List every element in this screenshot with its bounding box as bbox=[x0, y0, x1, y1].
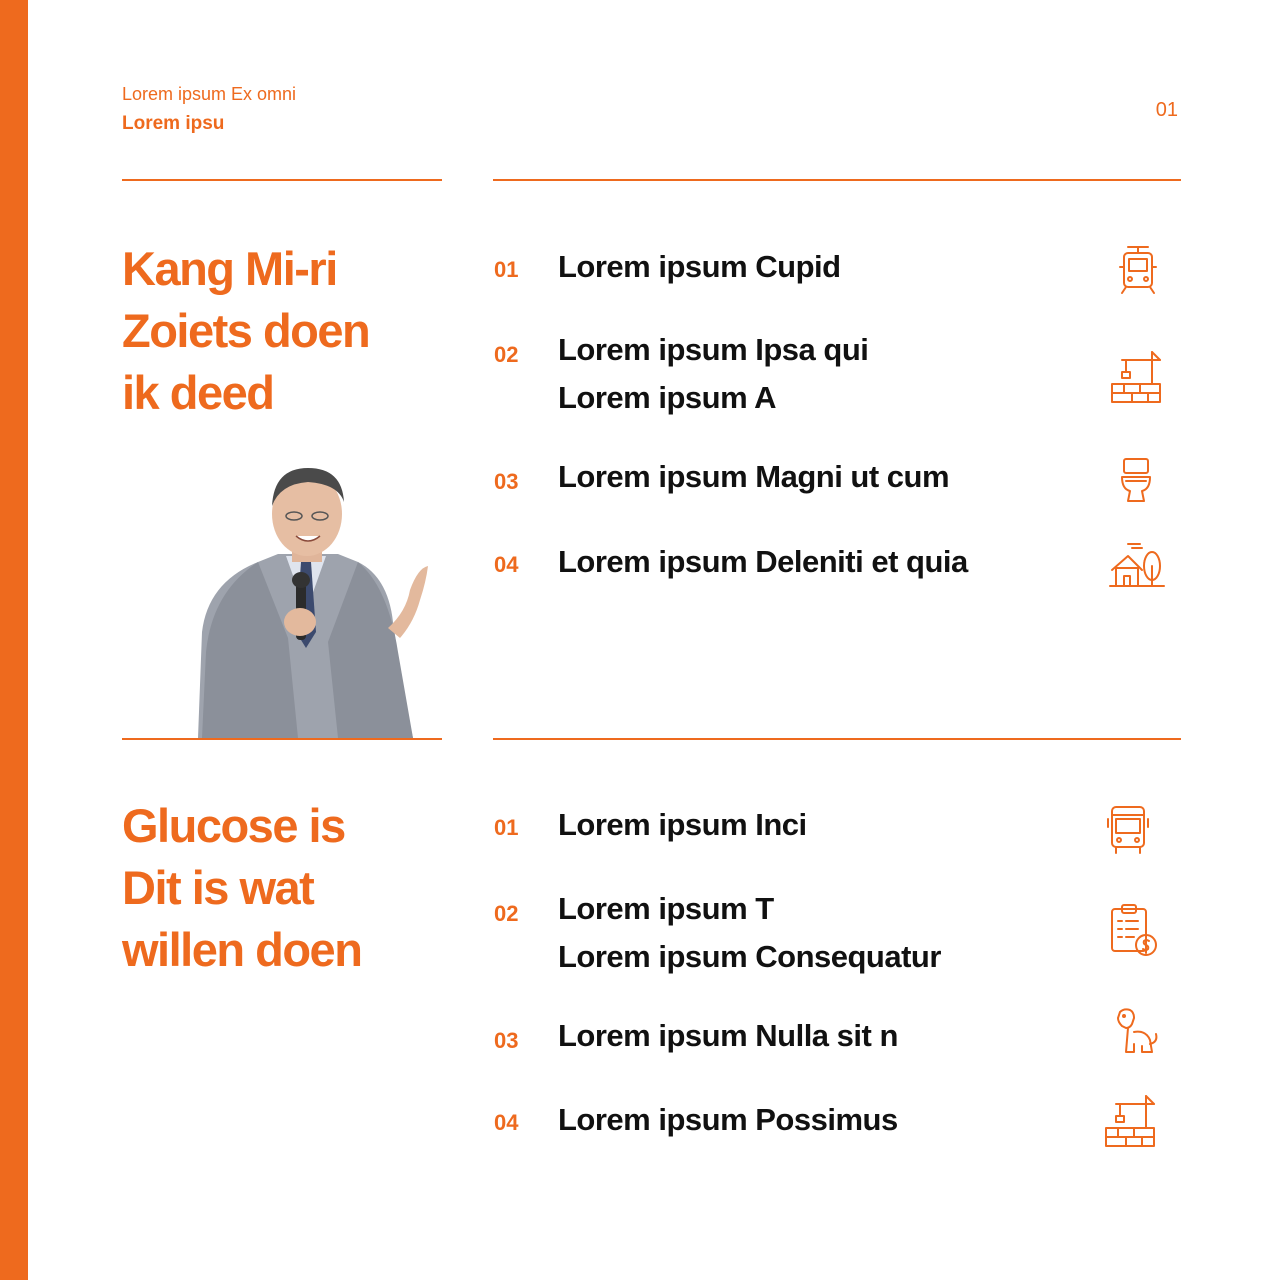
dog-icon bbox=[1106, 1002, 1166, 1062]
section1-heading-line: Kang Mi-ri bbox=[122, 242, 337, 295]
item-label: Lorem ipsum Inci bbox=[558, 807, 807, 842]
bus-icon bbox=[1098, 801, 1158, 861]
item-label: Lorem ipsum T bbox=[558, 891, 774, 926]
item-label: Lorem ipsum A bbox=[558, 380, 776, 415]
item-label: Lorem ipsum Deleniti et quia bbox=[558, 544, 968, 579]
page-number: 01 bbox=[1155, 99, 1178, 121]
toilet-icon bbox=[1106, 451, 1166, 511]
crane-brick-wall-icon bbox=[1100, 1092, 1160, 1152]
item-number: 02 bbox=[494, 342, 519, 367]
presenter-photo bbox=[188, 462, 438, 738]
section2-heading-line: Glucose is bbox=[122, 799, 345, 852]
divider-right-middle bbox=[493, 738, 1181, 740]
section1-heading-line: ik deed bbox=[122, 366, 274, 419]
item-number: 01 bbox=[494, 815, 519, 840]
item-label: Lorem ipsum Magni ut cum bbox=[558, 459, 950, 494]
item-number: 04 bbox=[494, 552, 519, 577]
item-label: Lorem ipsum Consequatur bbox=[558, 939, 941, 974]
item-label: Lorem ipsum Ipsa qui bbox=[558, 332, 869, 367]
section2-heading-line: Dit is wat bbox=[122, 861, 314, 914]
divider-right-top bbox=[493, 179, 1181, 181]
item-label: Lorem ipsum Possimus bbox=[558, 1102, 898, 1137]
section2-heading-line: willen doen bbox=[122, 923, 362, 976]
header-title: Lorem ipsu bbox=[122, 113, 225, 134]
house-tree-icon bbox=[1106, 536, 1166, 596]
item-number: 01 bbox=[494, 257, 519, 282]
section1-heading bbox=[122, 238, 369, 424]
item-number: 03 bbox=[494, 469, 519, 494]
divider-left-middle bbox=[122, 738, 442, 740]
section1-heading-line: Zoiets doen bbox=[122, 304, 370, 357]
item-number: 03 bbox=[494, 1028, 519, 1053]
item-label: Lorem ipsum Cupid bbox=[558, 249, 841, 284]
item-number: 04 bbox=[494, 1110, 519, 1135]
tram-icon bbox=[1108, 241, 1168, 301]
item-number: 02 bbox=[494, 901, 519, 926]
divider-left-top bbox=[122, 179, 442, 181]
item-label: Lorem ipsum Nulla sit n bbox=[558, 1018, 898, 1053]
section2-heading bbox=[122, 795, 361, 981]
clipboard-dollar-icon bbox=[1104, 901, 1164, 961]
header-subtitle: Lorem ipsum Ex omni bbox=[122, 84, 297, 104]
accent-side-bar bbox=[0, 0, 28, 1280]
crane-brick-wall-icon bbox=[1106, 348, 1166, 408]
